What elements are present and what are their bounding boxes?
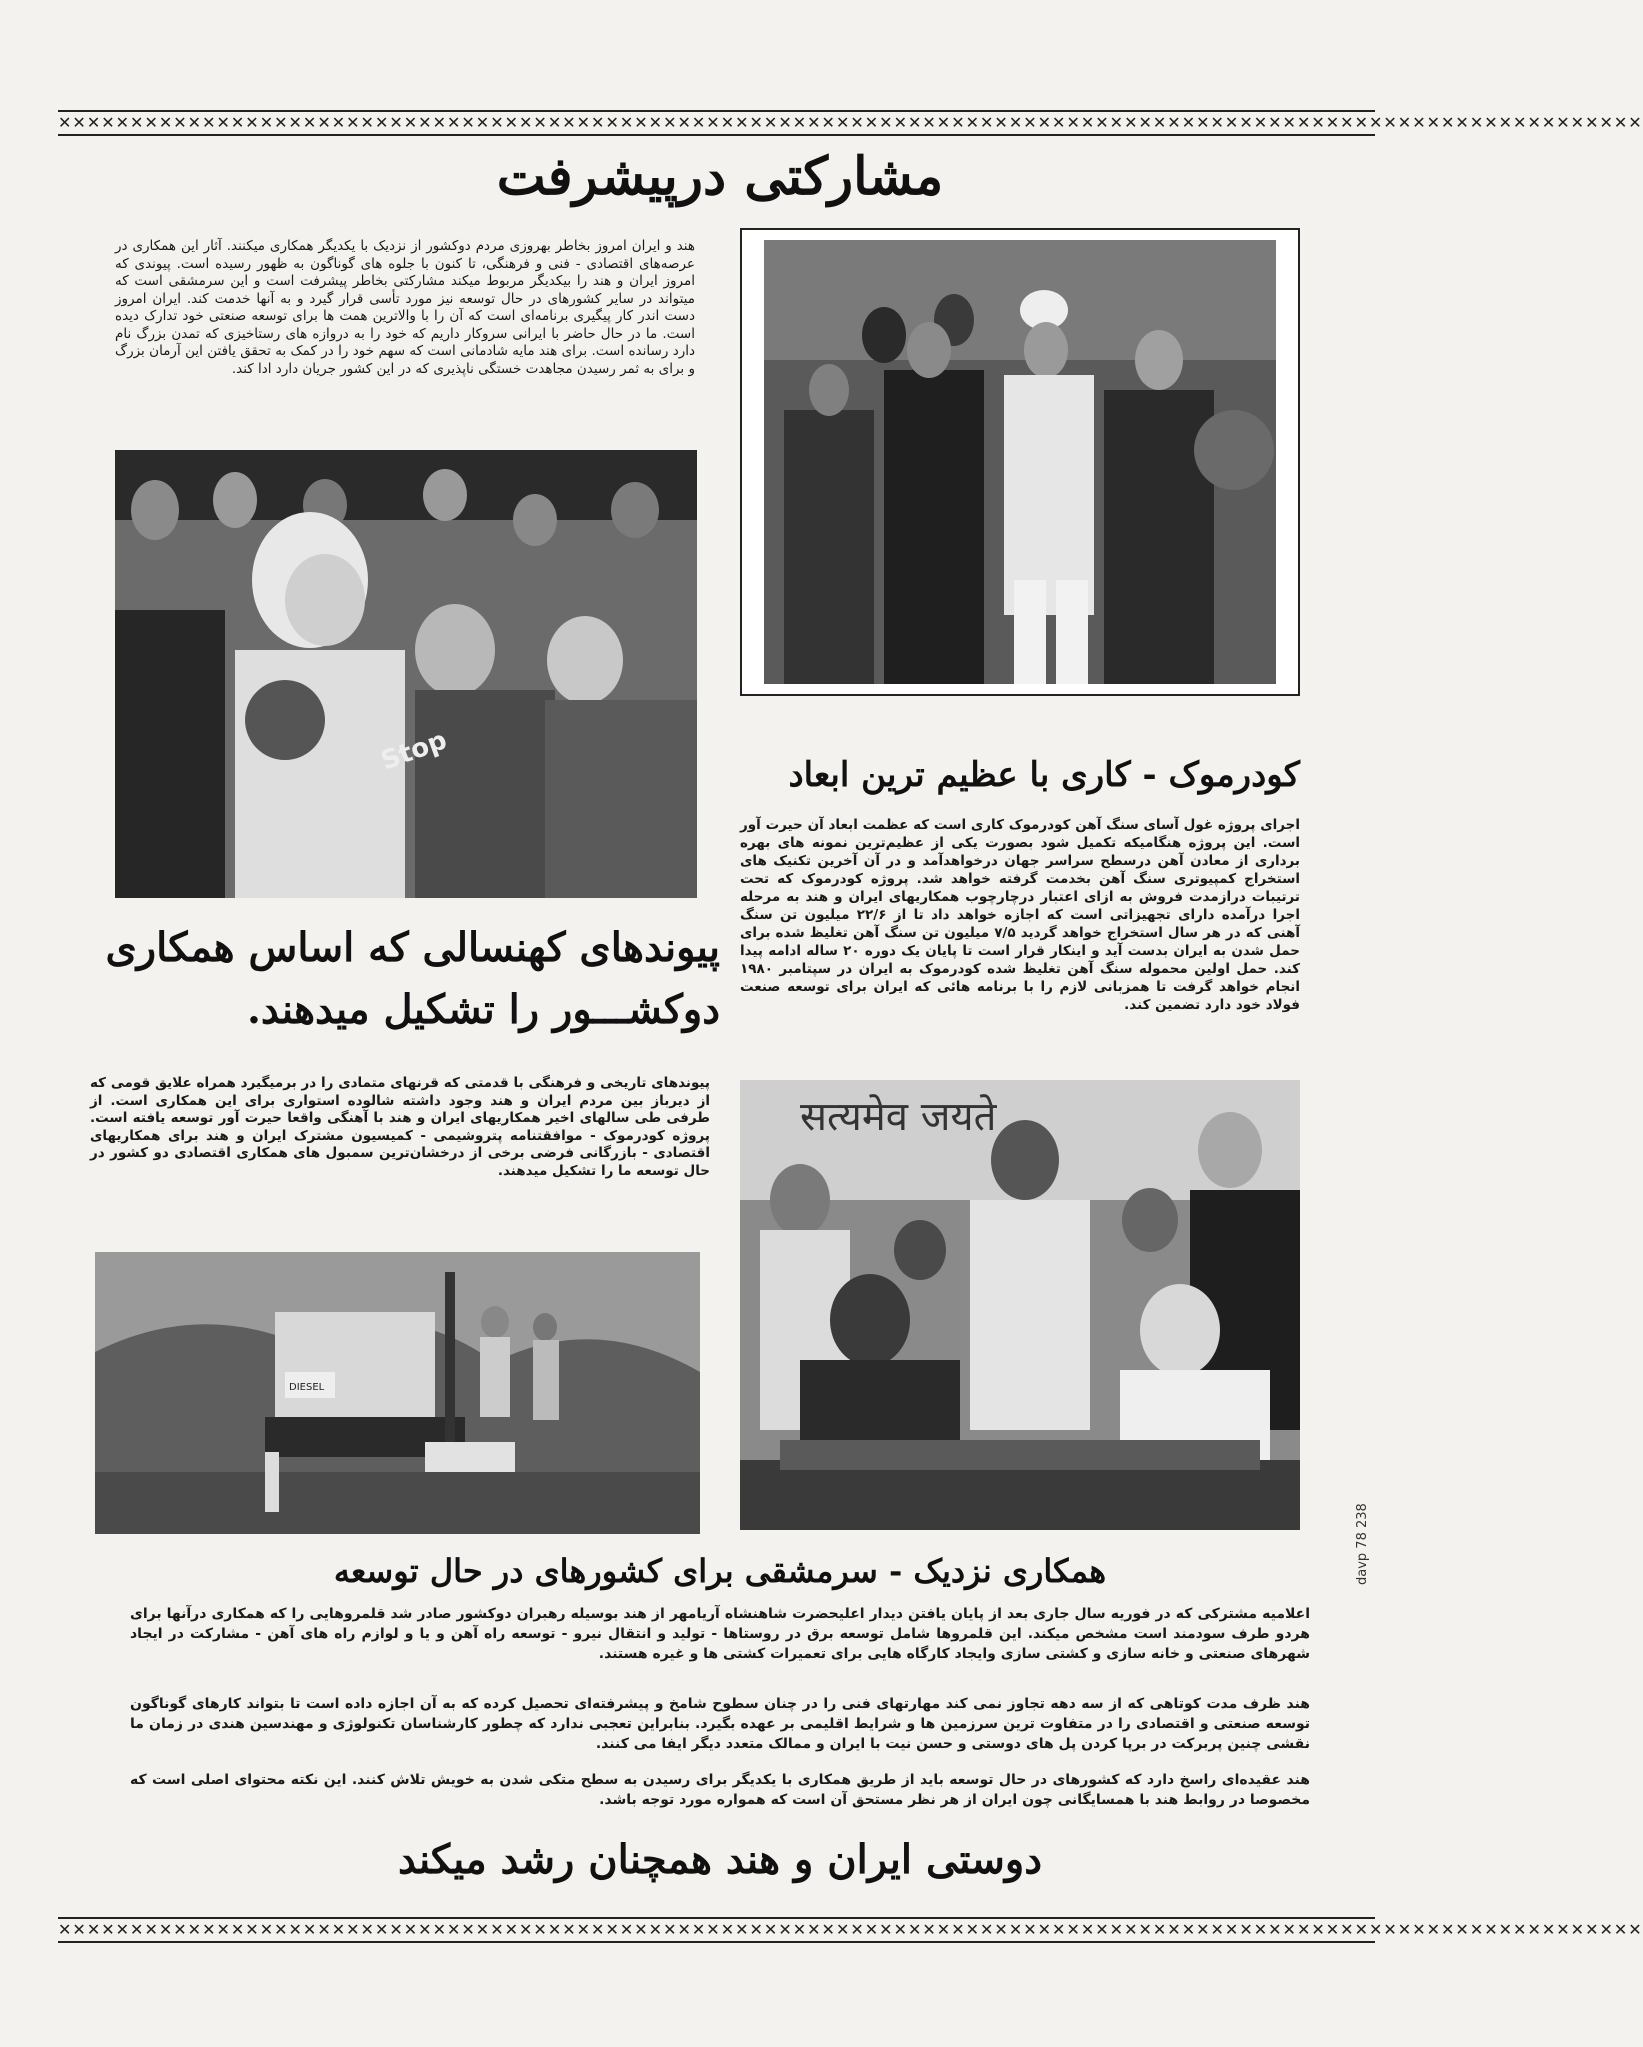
handshake-photo-frame [740,228,1300,696]
ancient-ties-heading-line1: پیوندهای کهنسالی که اساس همکاری [105,924,720,971]
closing-headline: دوستی ایران و هند همچنان رشد میکند [397,1836,1043,1883]
close-cooperation-heading: همکاری نزدیک - سرمشقی برای کشورهای در حال توسعه [333,1552,1107,1590]
handshake-photo [764,240,1276,684]
mining-machinery-photo [95,1252,700,1534]
ancient-ties-paragraph: پیوندهای تاریخی و فرهنگی با قدمتی که قرنهای متمادی را در برمیگیرد همراه علایق قومی که از دیرباز بین مردم ایران و هند وجود داشته شالوده استواری برای این همکاری است. از طرفی طی سالهای اخیر همکاریهای ایران و هند با آهنگی واقعا حیرت آور توسعه یافته است. پروژه کودرموک - موافقتنامه پتروشیمی - کمیسیون مشترک ایران و هند برای همکاریهای اقتصادی - بازرگانی فرضی برخی از درخشان‌ترین سمبول های همکاری اقتصادی دو کشور در حال توسعه ما را تشکیل میدهند. [90,1075,710,1179]
kudremukh-paragraph: اجرای پروژه غول آسای سنگ آهن کودرموک کاری است که عظمت ابعاد آن حیرت آور است. این پروژه هنگامیکه تکمیل شود بصورت یکی از عظیم‌ترین نمونه های بهره برداری از معادن آهن درسطح سراسر جهان درخواهدآمد و در آن آخرین تکنیک های استخراج کمپیوتری سنگ آهن بخدمت گرفته خواهد شد. پروژه کودرموک که تحت ترتیبات درازمدت فروش به ازای اعتبار درچارچوب همکاریهای ایران و هند به مرحله اجرا درآمده دارای تجهیزاتی است که اجازه خواهد داد تا از ۲۲/۶ میلیون تن سنگ آهنی که در هر سال استخراج خواهد گردید ۷/۵ میلیون تن سنگ آهن تغلیظ شده برای حمل شدن به ایران بدست آید و اینکار قرار است تا پایان یک دوره ۲۰ ساله ادامه پیدا کند. حمل اولین محموله سنگ آهن تغلیظ شده کودرموک به ایران در سپتامبر ۱۹۸۰ انجام خواهد گرفت تا همزبانی لازم را با برنامه هائی که ایران برای توسعه صنعت فولاد خود دارد تضمین کند. [740,817,1301,1013]
intro-paragraph: هند و ایران امروز بخاطر بهروزی مردم دوکشور از نزدیک با یکدیگر همکاری میکنند. آثار این همکاری در عرصه‌های اقتصادی - فنی و فرهنگی، تا کنون با جلوه های گوناگون به ظهور رسیده است. پیوندی که امروز ایران و هند را بیکدیگر مربوط میکند مشارکتی بخاطر پیشرفت است و این سرمشقی است که میتواند در سایر کشورهای در حال توسعه نیز مورد تأسی قرار گیرد و به آنها خدمت کند. ایران امروز دست اندر کار پیگیری برنامه‌ای است که آن را با والاترین همت ها برای توسعه صنعتی خود تدارک دیده است. ما در حال حاضر با ایرانی سروکار داریم که خود را به دروازه های رستاخیزی که تمدن بزرگ نام دارد رسانده است. برای هند مایه شادمانی است که سهم خود را در کمک به تحقق یافتن این آرمان بزرگ و برای به ثمر رسیدن مجاهدت خستگی ناپذیری که در این کشور جریان دارد ادا کند. [115,238,695,377]
top-decorative-border: ✕✕✕✕✕✕✕✕✕✕✕✕✕✕✕✕✕✕✕✕✕✕✕✕✕✕✕✕✕✕✕✕✕✕✕✕✕✕✕✕✕✕✕✕✕✕✕✕✕✕✕✕✕✕✕✕✕✕✕✕✕✕✕✕✕✕✕✕✕✕✕✕✕✕✕✕✕✕✕✕✕✕✕✕✕✕✕✕✕✕✕✕✕✕✕✕✕✕✕✕✕✕✕✕✕✕✕✕✕✕ [58,110,1375,136]
agreement-signing-photo [740,1080,1300,1530]
close-cooperation-paragraph-1: اعلامیه مشترکی که در فوریه سال جاری بعد از پایان یافتن دیدار اعلیحضرت شاهنشاه آریامهر از هند بوسیله رهبران دوکشور صادر شد قلمروهایی را که همکاری درآنها برای هردو طرف سودمند است مشخص میکند. این قلمروها شامل توسعه برق در روستاها - تولید و انتقال نیرو - توسعه راه آهن و یا و لوازم راه های آهن - مشارکت در ایجاد شهرهای صنعتی و خانه سازی و کشتی سازی وایجاد کارگاه هایی برای تعمیرات کشتی ها و غیره هستند. [130,1606,1310,1662]
bottom-decorative-border: ✕✕✕✕✕✕✕✕✕✕✕✕✕✕✕✕✕✕✕✕✕✕✕✕✕✕✕✕✕✕✕✕✕✕✕✕✕✕✕✕✕✕✕✕✕✕✕✕✕✕✕✕✕✕✕✕✕✕✕✕✕✕✕✕✕✕✕✕✕✕✕✕✕✕✕✕✕✕✕✕✕✕✕✕✕✕✕✕✕✕✕✕✕✕✕✕✕✕✕✕✕✕✕✕✕✕✕✕✕✕ [58,1917,1375,1943]
print-code: davp 78 238 [1355,1503,1370,1585]
close-cooperation-paragraph-3: هند عقیده‌ای راسخ دارد که کشورهای در حال توسعه باید از طریق همکاری با یکدیگر برای رسیدن به سطح متکی شدن به خویش تلاش کنند. این نکته محتوای اصلی است که مخصوصا در روابط هند با همسایگانی چون ایران از هر نظر مستحق آن است که همواره مورد توجه باشد. [130,1772,1310,1808]
welcome-ceremony-photo [115,450,697,898]
kudremukh-heading: کودرموک - کاری با عظیم ترین ابعاد [788,755,1300,795]
svg-text:सत्यमेव जयते: सत्यमेव जयते [800,1094,997,1140]
page-title: مشارکتی درپیشرفت [496,146,944,207]
machinery-label: DIESEL [289,1382,325,1393]
svg-text:Stop: Stop [377,725,451,777]
close-cooperation-paragraph-2: هند ظرف مدت کوتاهی که از سه دهه تجاوز نمی کند مهارتهای فنی را در چنان سطوح شامخ و پیشرفته‌ای تحصیل کرده که به آن اجازه داده است تا بتواند کارهای گوناگون توسعه صنعتی و اقتصادی را در متفاوت ترین سرزمین ها و شرایط اقلیمی بر عهده بگیرد. بنابراین تعجبی ندارد که چطور کارشناسان تکنولوژی و مهندسین هندی در زمان ما نقشی چنین پربرکت در برپا کردن پل های دوستی و حسن نیت با ایران و ممالک متعدد دیگر ایفا می کنند. [130,1696,1310,1752]
ancient-ties-heading-line2: دوکشـــور را تشکیل میدهند. [246,986,720,1033]
